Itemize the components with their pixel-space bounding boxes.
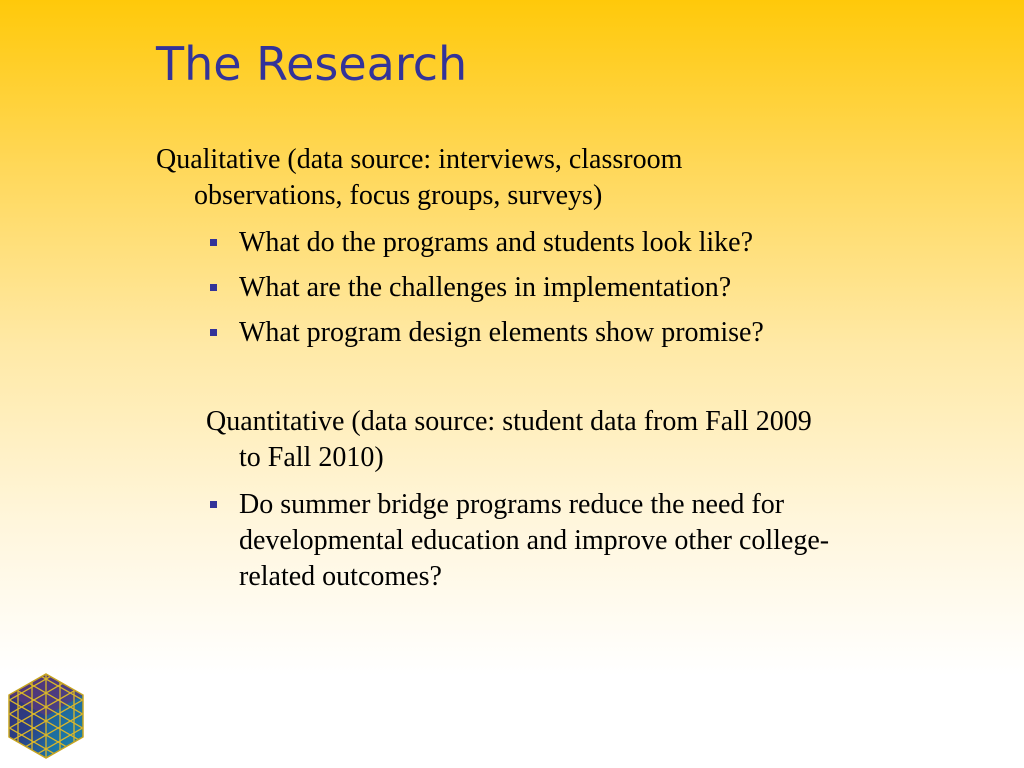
square-bullet-icon xyxy=(210,329,217,336)
bullet-text: What are the challenges in implementation? xyxy=(239,272,732,303)
qualitative-paragraph xyxy=(156,142,682,214)
qualitative-bullet-list xyxy=(206,225,764,360)
slide-title: The Research xyxy=(156,37,468,91)
bullet-item xyxy=(206,270,764,306)
quantitative-line-2: to Fall 2010) xyxy=(239,442,384,473)
quantitative-paragraph xyxy=(206,404,812,476)
bullet-item xyxy=(206,315,764,351)
qualitative-line-1: Qualitative (data source: interviews, classroom xyxy=(156,144,683,175)
hexagon-grid-logo-icon xyxy=(6,672,86,760)
bullet-text: What do the programs and students look like? xyxy=(239,227,753,258)
quantitative-line-1: Quantitative (data source: student data from Fall 2009 xyxy=(206,406,812,437)
quantitative-bullet-list xyxy=(206,487,829,604)
bullet-text-line-2: developmental education and improve other college- xyxy=(239,525,830,556)
bullet-text-line-3: related outcomes? xyxy=(239,561,442,592)
bullet-text-line-1: Do summer bridge programs reduce the need for xyxy=(239,489,785,520)
bullet-item xyxy=(206,225,764,261)
bullet-item xyxy=(206,487,829,595)
square-bullet-icon xyxy=(210,239,217,246)
bullet-text: What program design elements show promise? xyxy=(239,317,764,348)
qualitative-line-2: observations, focus groups, surveys) xyxy=(194,180,603,211)
square-bullet-icon xyxy=(210,501,217,508)
square-bullet-icon xyxy=(210,284,217,291)
